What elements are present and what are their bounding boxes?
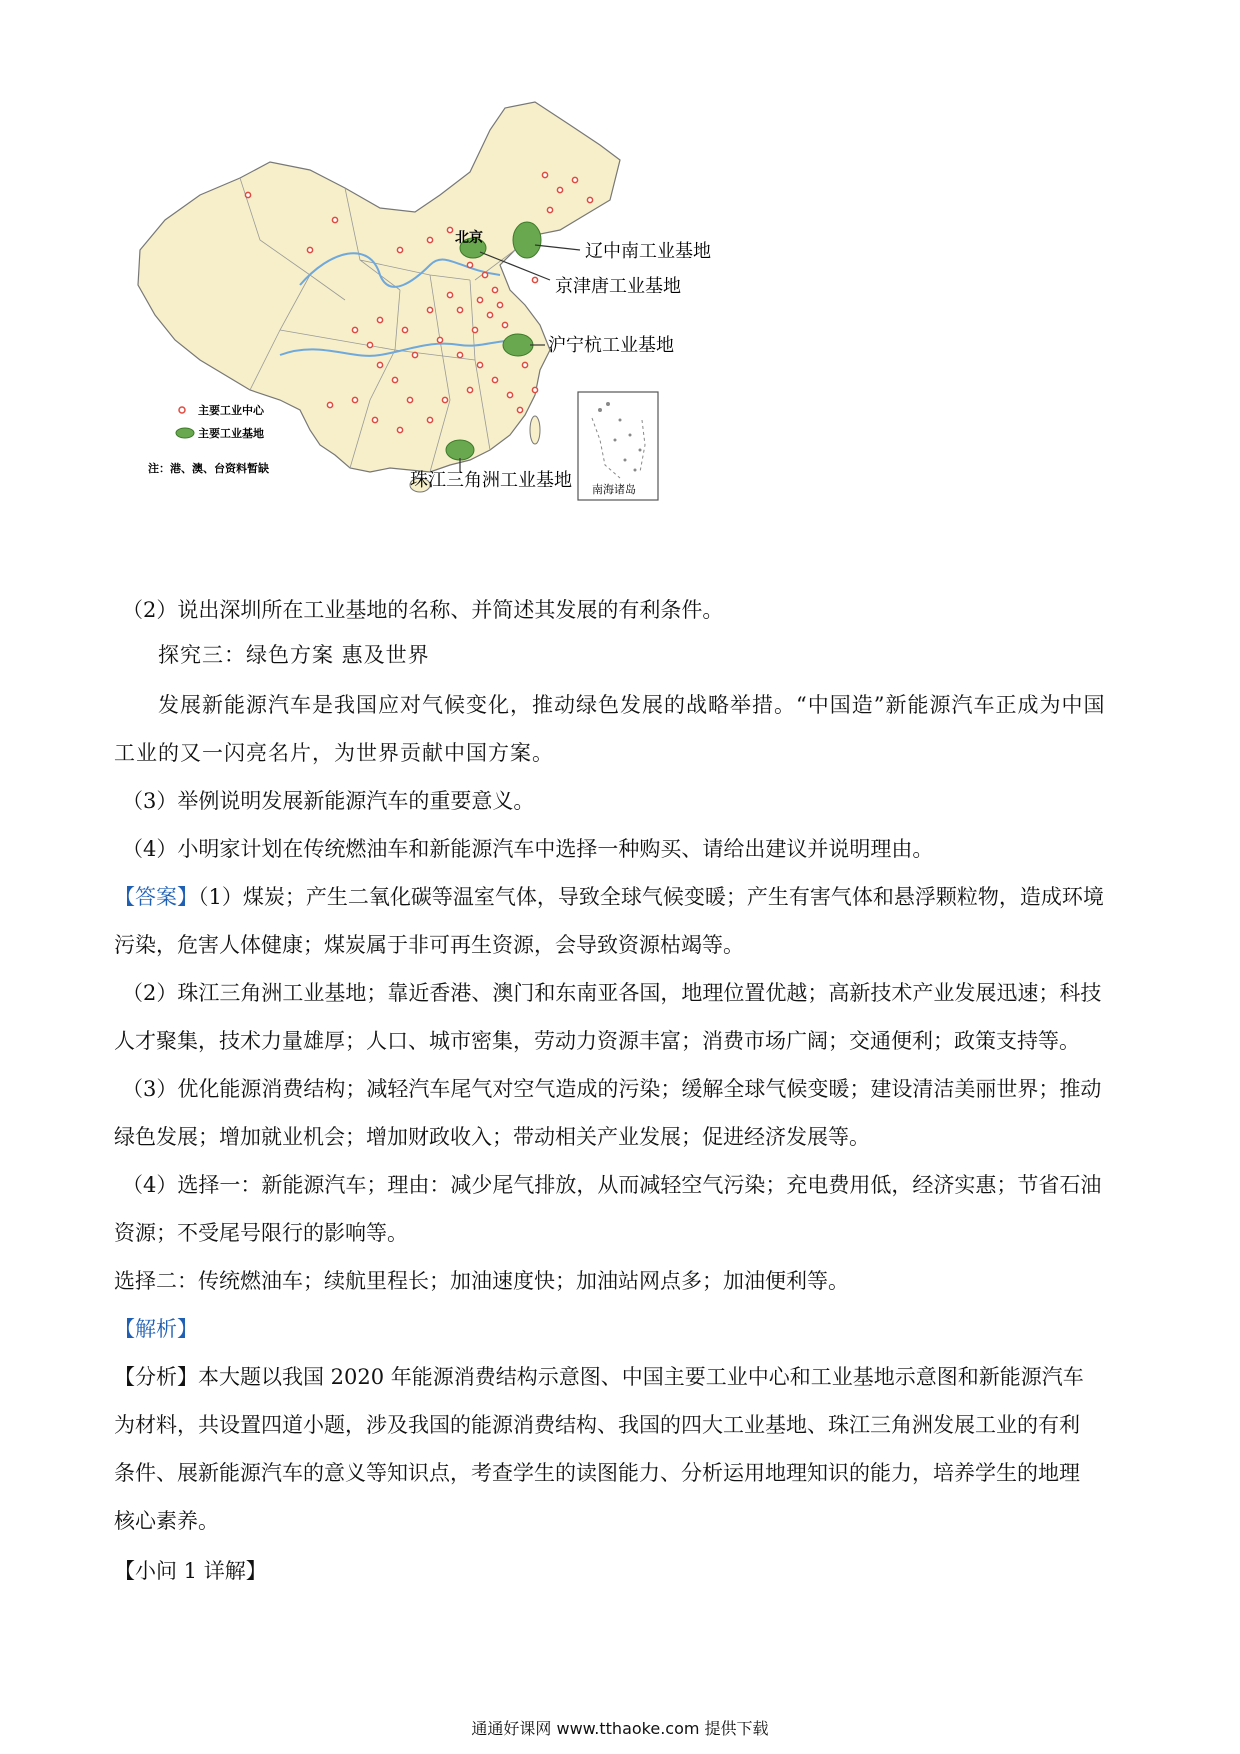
analysis-line-4: 核心素养。 <box>114 1509 219 1533</box>
answer-1-text: （1）煤炭；产生二氧化碳等温室气体，导致全球气候变暖；产生有害气体和悬浮颗粒物，造成环境 <box>198 885 1104 909</box>
legend-center-symbol <box>179 407 185 413</box>
legend-center-label: 主要工业中心 <box>198 404 264 417</box>
leader-liaozhongnan <box>535 245 580 250</box>
answer-2-line-1: （2）珠江三角洲工业基地；靠近香港、澳门和东南亚各国，地理位置优越；高新技术产业发展迅速；科技 <box>122 981 1102 1005</box>
answer-3-line-2: 绿色发展；增加就业机会；增加财政收入；带动相关产业发展；促进经济发展等。 <box>114 1125 870 1149</box>
base-zhujiang <box>446 440 474 460</box>
section-3-title: 探究三：绿色方案 惠及世界 <box>158 643 430 667</box>
page-footer: 通通好课网 www.tthaoke.com 提供下载 <box>471 1719 769 1738</box>
label-huninghang: 沪宁杭工业基地 <box>548 335 674 356</box>
china-industry-map <box>130 100 750 570</box>
question-4: （4）小明家计划在传统燃油车和新能源汽车中选择一种购买、请给出建议并说明理由。 <box>122 837 934 861</box>
inset-label: 南海诸岛 <box>592 483 636 496</box>
answer-1-line-1 <box>114 882 1104 912</box>
intro-line-1: 发展新能源汽车是我国应对气候变化，推动绿色发展的战略举措。“中国造”新能源汽车正成为中国 <box>158 693 1106 717</box>
answer-1-line-2: 污染，危害人体健康；煤炭属于非可再生资源，会导致资源枯竭等。 <box>114 933 744 957</box>
analysis-tag: 【解析】 <box>114 1317 198 1341</box>
base-huninghang <box>503 334 533 356</box>
analysis-line-3: 条件、展新能源汽车的意义等知识点，考查学生的读图能力、分析运用地理知识的能力，培养学生的地理 <box>114 1461 1080 1485</box>
answer-4-line-1: （4）选择一：新能源汽车；理由：减少尾气排放，从而减轻空气污染；充电费用低，经济实惠；节省石油 <box>122 1173 1102 1197</box>
taiwan-island <box>530 416 540 444</box>
analysis-line-1: 【分析】本大题以我国 2020 年能源消费结构示意图、中国主要工业中心和工业基地示意图和新能源汽车 <box>114 1365 1084 1389</box>
analysis-line-2: 为材料，共设置四道小题，涉及我国的能源消费结构、我国的四大工业基地、珠江三角洲发展工业的有利 <box>114 1413 1080 1437</box>
label-jingjintang: 京津唐工业基地 <box>555 276 681 297</box>
intro-line-2: 工业的又一闪亮名片，为世界贡献中国方案。 <box>114 741 554 765</box>
legend-note: 注：港、澳、台资料暂缺 <box>148 462 269 475</box>
label-zhujiang: 珠江三角洲工业基地 <box>410 470 572 491</box>
detail-heading: 【小问 1 详解】 <box>114 1559 267 1583</box>
answer-3-line-1: （3）优化能源消费结构；减轻汽车尾气对空气造成的污染；缓解全球气候变暖；建设清洁美丽世界；推动 <box>122 1077 1102 1101</box>
label-liaozhongnan: 辽中南工业基地 <box>585 241 711 262</box>
answer-2-line-2: 人才聚集，技术力量雄厚；人口、城市密集，劳动力资源丰富；消费市场广阔；交通便利；政策支持等。 <box>114 1029 1080 1053</box>
legend-base-symbol <box>176 428 194 438</box>
question-3: （3）举例说明发展新能源汽车的重要意义。 <box>122 789 535 813</box>
label-beijing: 北京 <box>455 230 483 246</box>
base-liaozhongnan <box>513 222 541 258</box>
answer-tag: 【答案】 <box>114 885 198 909</box>
question-2: （2）说出深圳所在工业基地的名称、并简述其发展的有利条件。 <box>122 598 724 622</box>
answer-4-line-2: 资源；不受尾号限行的影响等。 <box>114 1221 408 1245</box>
legend-base-label: 主要工业基地 <box>198 427 264 440</box>
answer-4-line-3: 选择二：传统燃油车；续航里程长；加油速度快；加油站网点多；加油便利等。 <box>114 1269 849 1293</box>
